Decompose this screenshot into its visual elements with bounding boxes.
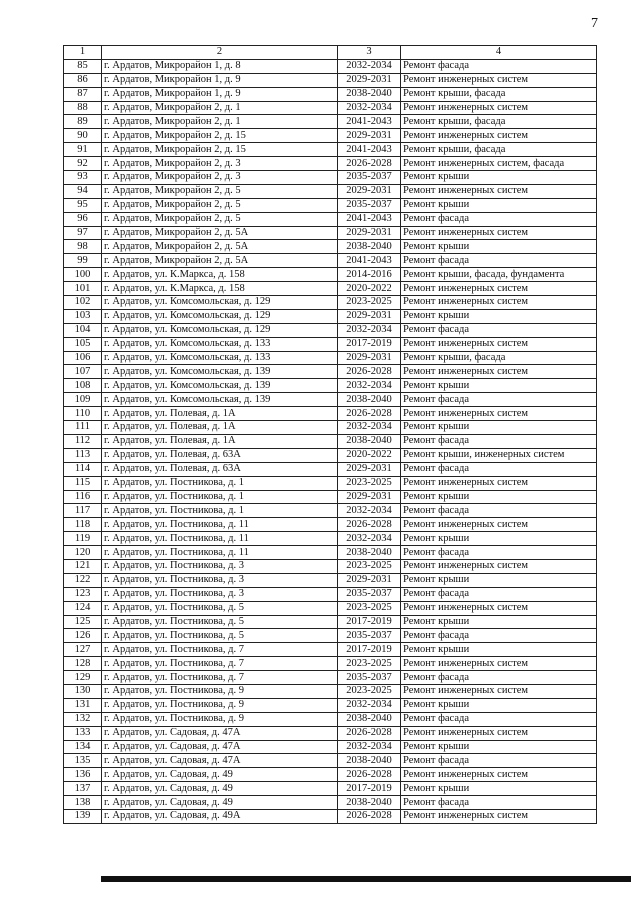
- cell-address: г. Ардатов, ул. Комсомольская, д. 139: [102, 379, 338, 393]
- cell-period: 2035-2037: [338, 629, 401, 643]
- cell-work-type: Ремонт инженерных систем: [401, 73, 597, 87]
- cell-row-number: 114: [64, 462, 102, 476]
- cell-address: г. Ардатов, Микрорайон 2, д. 1: [102, 101, 338, 115]
- cell-address: г. Ардатов, Микрорайон 1, д. 8: [102, 59, 338, 73]
- cell-address: г. Ардатов, ул. Постникова, д. 1: [102, 490, 338, 504]
- cell-row-number: 100: [64, 268, 102, 282]
- cell-period: 2026-2028: [338, 518, 401, 532]
- table-row: [64, 157, 597, 171]
- cell-row-number: 125: [64, 615, 102, 629]
- cell-work-type: Ремонт крыши: [401, 740, 597, 754]
- cell-row-number: 103: [64, 309, 102, 323]
- cell-address: г. Ардатов, ул. К.Маркса, д. 158: [102, 268, 338, 282]
- cell-address: г. Ардатов, ул. Постникова, д. 7: [102, 643, 338, 657]
- cell-row-number: 128: [64, 657, 102, 671]
- cell-row-number: 89: [64, 115, 102, 129]
- cell-work-type: Ремонт инженерных систем: [401, 226, 597, 240]
- cell-address: г. Ардатов, ул. Постникова, д. 9: [102, 684, 338, 698]
- table-row: [64, 393, 597, 407]
- cell-address: г. Ардатов, ул. Садовая, д. 49: [102, 782, 338, 796]
- cell-period: 2029-2031: [338, 226, 401, 240]
- cell-work-type: Ремонт инженерных систем: [401, 296, 597, 310]
- table-row: [64, 684, 597, 698]
- column-header-address: 2: [102, 46, 338, 60]
- cell-period: 2032-2034: [338, 379, 401, 393]
- cell-address: г. Ардатов, ул. Постникова, д. 1: [102, 504, 338, 518]
- cell-period: 2038-2040: [338, 712, 401, 726]
- cell-work-type: Ремонт крыши: [401, 698, 597, 712]
- cell-row-number: 106: [64, 351, 102, 365]
- cell-row-number: 96: [64, 212, 102, 226]
- column-header-work-type: 4: [401, 46, 597, 60]
- cell-row-number: 110: [64, 407, 102, 421]
- cell-address: г. Ардатов, Микрорайон 2, д. 5А: [102, 226, 338, 240]
- cell-row-number: 135: [64, 754, 102, 768]
- cell-address: г. Ардатов, ул. Садовая, д. 49: [102, 796, 338, 810]
- cell-work-type: Ремонт инженерных систем: [401, 184, 597, 198]
- cell-period: 2035-2037: [338, 587, 401, 601]
- cell-period: 2029-2031: [338, 490, 401, 504]
- cell-row-number: 115: [64, 476, 102, 490]
- cell-row-number: 108: [64, 379, 102, 393]
- cell-row-number: 105: [64, 337, 102, 351]
- table-row: [64, 379, 597, 393]
- cell-period: 2026-2028: [338, 768, 401, 782]
- cell-row-number: 133: [64, 726, 102, 740]
- cell-row-number: 99: [64, 254, 102, 268]
- cell-work-type: Ремонт крыши, фасада: [401, 87, 597, 101]
- cell-work-type: Ремонт фасада: [401, 254, 597, 268]
- table-row: [64, 754, 597, 768]
- table-row: [64, 504, 597, 518]
- table-row: [64, 768, 597, 782]
- cell-work-type: Ремонт крыши: [401, 615, 597, 629]
- cell-period: 2017-2019: [338, 337, 401, 351]
- table-row: [64, 309, 597, 323]
- table-row: [64, 573, 597, 587]
- table-row: [64, 657, 597, 671]
- cell-work-type: Ремонт фасада: [401, 393, 597, 407]
- cell-row-number: 121: [64, 559, 102, 573]
- cell-address: г. Ардатов, Микрорайон 2, д. 3: [102, 171, 338, 185]
- cell-address: г. Ардатов, ул. Постникова, д. 3: [102, 573, 338, 587]
- cell-row-number: 126: [64, 629, 102, 643]
- cell-address: г. Ардатов, ул. Постникова, д. 9: [102, 712, 338, 726]
- cell-row-number: 95: [64, 198, 102, 212]
- table-row: [64, 59, 597, 73]
- cell-work-type: Ремонт фасада: [401, 629, 597, 643]
- cell-address: г. Ардатов, ул. Садовая, д. 49: [102, 768, 338, 782]
- cell-period: 2017-2019: [338, 643, 401, 657]
- table-row: [64, 254, 597, 268]
- cell-address: г. Ардатов, Микрорайон 1, д. 9: [102, 73, 338, 87]
- table-row: [64, 407, 597, 421]
- cell-address: г. Ардатов, ул. К.Маркса, д. 158: [102, 282, 338, 296]
- cell-row-number: 113: [64, 448, 102, 462]
- table-row: [64, 712, 597, 726]
- cell-row-number: 86: [64, 73, 102, 87]
- cell-period: 2032-2034: [338, 59, 401, 73]
- cell-address: г. Ардатов, ул. Постникова, д. 7: [102, 671, 338, 685]
- cell-address: г. Ардатов, ул. Садовая, д. 49А: [102, 809, 338, 823]
- cell-work-type: Ремонт фасада: [401, 546, 597, 560]
- cell-address: г. Ардатов, ул. Полевая, д. 63А: [102, 448, 338, 462]
- cell-period: 2026-2028: [338, 365, 401, 379]
- cell-work-type: Ремонт крыши, фасада: [401, 351, 597, 365]
- cell-period: 2023-2025: [338, 657, 401, 671]
- cell-address: г. Ардатов, ул. Постникова, д. 11: [102, 532, 338, 546]
- cell-row-number: 139: [64, 809, 102, 823]
- cell-row-number: 102: [64, 296, 102, 310]
- table-header-row: [64, 46, 597, 60]
- cell-work-type: Ремонт инженерных систем: [401, 809, 597, 823]
- cell-address: г. Ардатов, ул. Постникова, д. 9: [102, 698, 338, 712]
- cell-row-number: 85: [64, 59, 102, 73]
- cell-row-number: 94: [64, 184, 102, 198]
- cell-work-type: Ремонт фасада: [401, 671, 597, 685]
- cell-period: 2041-2043: [338, 115, 401, 129]
- cell-address: г. Ардатов, Микрорайон 2, д. 15: [102, 143, 338, 157]
- cell-period: 2029-2031: [338, 351, 401, 365]
- cell-period: 2041-2043: [338, 254, 401, 268]
- cell-period: 2020-2022: [338, 282, 401, 296]
- cell-work-type: Ремонт инженерных систем: [401, 726, 597, 740]
- table-row: [64, 546, 597, 560]
- cell-period: 2038-2040: [338, 87, 401, 101]
- cell-work-type: Ремонт крыши: [401, 421, 597, 435]
- table-row: [64, 73, 597, 87]
- cell-work-type: Ремонт фасада: [401, 212, 597, 226]
- cell-work-type: Ремонт инженерных систем: [401, 365, 597, 379]
- bottom-scan-bar: [101, 876, 631, 882]
- cell-period: 2023-2025: [338, 296, 401, 310]
- cell-period: 2023-2025: [338, 476, 401, 490]
- cell-period: 2029-2031: [338, 462, 401, 476]
- cell-address: г. Ардатов, ул. Постникова, д. 11: [102, 546, 338, 560]
- table-row: [64, 101, 597, 115]
- table-row: [64, 226, 597, 240]
- table-row: [64, 726, 597, 740]
- cell-row-number: 93: [64, 171, 102, 185]
- cell-row-number: 127: [64, 643, 102, 657]
- cell-address: г. Ардатов, Микрорайон 2, д. 15: [102, 129, 338, 143]
- cell-row-number: 119: [64, 532, 102, 546]
- cell-work-type: Ремонт инженерных систем: [401, 601, 597, 615]
- cell-work-type: Ремонт крыши: [401, 379, 597, 393]
- cell-period: 2023-2025: [338, 601, 401, 615]
- table-row: [64, 740, 597, 754]
- cell-period: 2032-2034: [338, 698, 401, 712]
- cell-row-number: 116: [64, 490, 102, 504]
- cell-period: 2026-2028: [338, 726, 401, 740]
- cell-period: 2017-2019: [338, 782, 401, 796]
- cell-work-type: Ремонт крыши, фасада, фундамента: [401, 268, 597, 282]
- cell-address: г. Ардатов, ул. Комсомольская, д. 129: [102, 296, 338, 310]
- table-row: [64, 518, 597, 532]
- table-row: [64, 809, 597, 823]
- table-row: [64, 559, 597, 573]
- cell-row-number: 117: [64, 504, 102, 518]
- table-row: [64, 490, 597, 504]
- cell-address: г. Ардатов, Микрорайон 1, д. 9: [102, 87, 338, 101]
- cell-work-type: Ремонт инженерных систем, фасада: [401, 157, 597, 171]
- cell-work-type: Ремонт фасада: [401, 754, 597, 768]
- cell-period: 2038-2040: [338, 546, 401, 560]
- table-row: [64, 296, 597, 310]
- cell-work-type: Ремонт крыши: [401, 573, 597, 587]
- cell-period: 2029-2031: [338, 129, 401, 143]
- cell-period: 2035-2037: [338, 198, 401, 212]
- cell-period: 2026-2028: [338, 407, 401, 421]
- cell-work-type: Ремонт инженерных систем: [401, 101, 597, 115]
- cell-row-number: 134: [64, 740, 102, 754]
- table-row: [64, 434, 597, 448]
- table-row: [64, 629, 597, 643]
- cell-row-number: 104: [64, 323, 102, 337]
- cell-period: 2038-2040: [338, 796, 401, 810]
- cell-period: 2029-2031: [338, 184, 401, 198]
- cell-row-number: 88: [64, 101, 102, 115]
- cell-period: 2026-2028: [338, 809, 401, 823]
- table-row: [64, 601, 597, 615]
- table-row: [64, 476, 597, 490]
- table-row: [64, 587, 597, 601]
- cell-work-type: Ремонт крыши: [401, 171, 597, 185]
- cell-row-number: 137: [64, 782, 102, 796]
- cell-row-number: 123: [64, 587, 102, 601]
- cell-address: г. Ардатов, ул. Садовая, д. 47А: [102, 740, 338, 754]
- cell-address: г. Ардатов, ул. Постникова, д. 5: [102, 629, 338, 643]
- cell-work-type: Ремонт крыши, инженерных систем: [401, 448, 597, 462]
- cell-row-number: 91: [64, 143, 102, 157]
- cell-work-type: Ремонт инженерных систем: [401, 337, 597, 351]
- cell-period: 2029-2031: [338, 309, 401, 323]
- cell-work-type: Ремонт фасада: [401, 434, 597, 448]
- cell-period: 2023-2025: [338, 684, 401, 698]
- table-row: [64, 351, 597, 365]
- cell-work-type: Ремонт инженерных систем: [401, 657, 597, 671]
- cell-period: 2020-2022: [338, 448, 401, 462]
- table-row: [64, 87, 597, 101]
- cell-period: 2038-2040: [338, 240, 401, 254]
- cell-work-type: Ремонт инженерных систем: [401, 559, 597, 573]
- cell-address: г. Ардатов, ул. Постникова, д. 3: [102, 559, 338, 573]
- table-row: [64, 184, 597, 198]
- cell-period: 2041-2043: [338, 212, 401, 226]
- cell-address: г. Ардатов, ул. Садовая, д. 47А: [102, 726, 338, 740]
- table-row: [64, 532, 597, 546]
- cell-period: 2038-2040: [338, 434, 401, 448]
- table-row: [64, 421, 597, 435]
- cell-address: г. Ардатов, ул. Комсомольская, д. 129: [102, 309, 338, 323]
- cell-period: 2032-2034: [338, 421, 401, 435]
- repair-schedule-table: [63, 45, 597, 824]
- table-row: [64, 337, 597, 351]
- cell-row-number: 112: [64, 434, 102, 448]
- cell-period: 2017-2019: [338, 615, 401, 629]
- cell-work-type: Ремонт фасада: [401, 712, 597, 726]
- cell-period: 2032-2034: [338, 504, 401, 518]
- cell-work-type: Ремонт крыши: [401, 490, 597, 504]
- cell-address: г. Ардатов, ул. Комсомольская, д. 133: [102, 351, 338, 365]
- cell-work-type: Ремонт крыши: [401, 643, 597, 657]
- cell-address: г. Ардатов, ул. Полевая, д. 1А: [102, 421, 338, 435]
- cell-address: г. Ардатов, ул. Комсомольская, д. 129: [102, 323, 338, 337]
- cell-work-type: Ремонт фасада: [401, 796, 597, 810]
- cell-row-number: 107: [64, 365, 102, 379]
- cell-row-number: 136: [64, 768, 102, 782]
- table-row: [64, 282, 597, 296]
- cell-work-type: Ремонт инженерных систем: [401, 684, 597, 698]
- page-number: 7: [591, 16, 598, 31]
- cell-period: 2032-2034: [338, 532, 401, 546]
- cell-row-number: 97: [64, 226, 102, 240]
- cell-address: г. Ардатов, ул. Комсомольская, д. 133: [102, 337, 338, 351]
- cell-address: г. Ардатов, ул. Постникова, д. 7: [102, 657, 338, 671]
- cell-address: г. Ардатов, ул. Постникова, д. 3: [102, 587, 338, 601]
- table-row: [64, 448, 597, 462]
- cell-address: г. Ардатов, ул. Комсомольская, д. 139: [102, 365, 338, 379]
- table-row: [64, 615, 597, 629]
- cell-row-number: 120: [64, 546, 102, 560]
- cell-address: г. Ардатов, ул. Полевая, д. 63А: [102, 462, 338, 476]
- cell-row-number: 132: [64, 712, 102, 726]
- cell-period: 2035-2037: [338, 671, 401, 685]
- cell-period: 2032-2034: [338, 101, 401, 115]
- table-row: [64, 129, 597, 143]
- column-header-period: 3: [338, 46, 401, 60]
- cell-row-number: 111: [64, 421, 102, 435]
- column-header-number: 1: [64, 46, 102, 60]
- cell-address: г. Ардатов, ул. Постникова, д. 5: [102, 601, 338, 615]
- cell-work-type: Ремонт крыши: [401, 198, 597, 212]
- cell-period: 2026-2028: [338, 157, 401, 171]
- cell-address: г. Ардатов, Микрорайон 2, д. 5А: [102, 254, 338, 268]
- cell-address: г. Ардатов, Микрорайон 2, д. 1: [102, 115, 338, 129]
- cell-work-type: Ремонт инженерных систем: [401, 407, 597, 421]
- cell-row-number: 138: [64, 796, 102, 810]
- cell-row-number: 87: [64, 87, 102, 101]
- cell-address: г. Ардатов, ул. Постникова, д. 11: [102, 518, 338, 532]
- cell-work-type: Ремонт крыши: [401, 240, 597, 254]
- cell-period: 2038-2040: [338, 393, 401, 407]
- cell-period: 2023-2025: [338, 559, 401, 573]
- cell-row-number: 109: [64, 393, 102, 407]
- cell-row-number: 129: [64, 671, 102, 685]
- cell-work-type: Ремонт фасада: [401, 504, 597, 518]
- cell-period: 2041-2043: [338, 143, 401, 157]
- cell-work-type: Ремонт крыши, фасада: [401, 143, 597, 157]
- cell-work-type: Ремонт крыши: [401, 532, 597, 546]
- cell-period: 2032-2034: [338, 740, 401, 754]
- cell-work-type: Ремонт инженерных систем: [401, 768, 597, 782]
- cell-address: г. Ардатов, ул. Садовая, д. 47А: [102, 754, 338, 768]
- table-row: [64, 698, 597, 712]
- cell-row-number: 124: [64, 601, 102, 615]
- cell-row-number: 101: [64, 282, 102, 296]
- cell-address: г. Ардатов, Микрорайон 2, д. 5А: [102, 240, 338, 254]
- cell-address: г. Ардатов, Микрорайон 2, д. 3: [102, 157, 338, 171]
- table-row: [64, 212, 597, 226]
- cell-address: г. Ардатов, ул. Полевая, д. 1А: [102, 407, 338, 421]
- cell-row-number: 98: [64, 240, 102, 254]
- cell-period: 2029-2031: [338, 573, 401, 587]
- table-row: [64, 462, 597, 476]
- cell-work-type: Ремонт инженерных систем: [401, 282, 597, 296]
- cell-work-type: Ремонт крыши: [401, 782, 597, 796]
- table-row: [64, 323, 597, 337]
- cell-address: г. Ардатов, Микрорайон 2, д. 5: [102, 198, 338, 212]
- cell-period: 2035-2037: [338, 171, 401, 185]
- cell-period: 2014-2016: [338, 268, 401, 282]
- cell-address: г. Ардатов, Микрорайон 2, д. 5: [102, 212, 338, 226]
- cell-work-type: Ремонт крыши, фасада: [401, 115, 597, 129]
- cell-work-type: Ремонт фасада: [401, 59, 597, 73]
- cell-work-type: Ремонт фасада: [401, 587, 597, 601]
- cell-work-type: Ремонт инженерных систем: [401, 129, 597, 143]
- cell-address: г. Ардатов, ул. Постникова, д. 1: [102, 476, 338, 490]
- cell-work-type: Ремонт инженерных систем: [401, 476, 597, 490]
- cell-row-number: 118: [64, 518, 102, 532]
- table-row: [64, 171, 597, 185]
- cell-row-number: 92: [64, 157, 102, 171]
- cell-address: г. Ардатов, ул. Постникова, д. 5: [102, 615, 338, 629]
- table-row: [64, 115, 597, 129]
- cell-address: г. Ардатов, ул. Полевая, д. 1А: [102, 434, 338, 448]
- cell-work-type: Ремонт фасада: [401, 323, 597, 337]
- cell-period: 2029-2031: [338, 73, 401, 87]
- table-row: [64, 643, 597, 657]
- table-row: [64, 365, 597, 379]
- table-row: [64, 268, 597, 282]
- cell-work-type: Ремонт инженерных систем: [401, 518, 597, 532]
- cell-period: 2032-2034: [338, 323, 401, 337]
- cell-address: г. Ардатов, ул. Комсомольская, д. 139: [102, 393, 338, 407]
- table-row: [64, 671, 597, 685]
- cell-address: г. Ардатов, Микрорайон 2, д. 5: [102, 184, 338, 198]
- cell-row-number: 122: [64, 573, 102, 587]
- cell-work-type: Ремонт фасада: [401, 462, 597, 476]
- cell-row-number: 90: [64, 129, 102, 143]
- table-row: [64, 143, 597, 157]
- cell-row-number: 130: [64, 684, 102, 698]
- table-row: [64, 198, 597, 212]
- cell-period: 2038-2040: [338, 754, 401, 768]
- table-row: [64, 796, 597, 810]
- cell-work-type: Ремонт крыши: [401, 309, 597, 323]
- table-row: [64, 782, 597, 796]
- cell-row-number: 131: [64, 698, 102, 712]
- table-row: [64, 240, 597, 254]
